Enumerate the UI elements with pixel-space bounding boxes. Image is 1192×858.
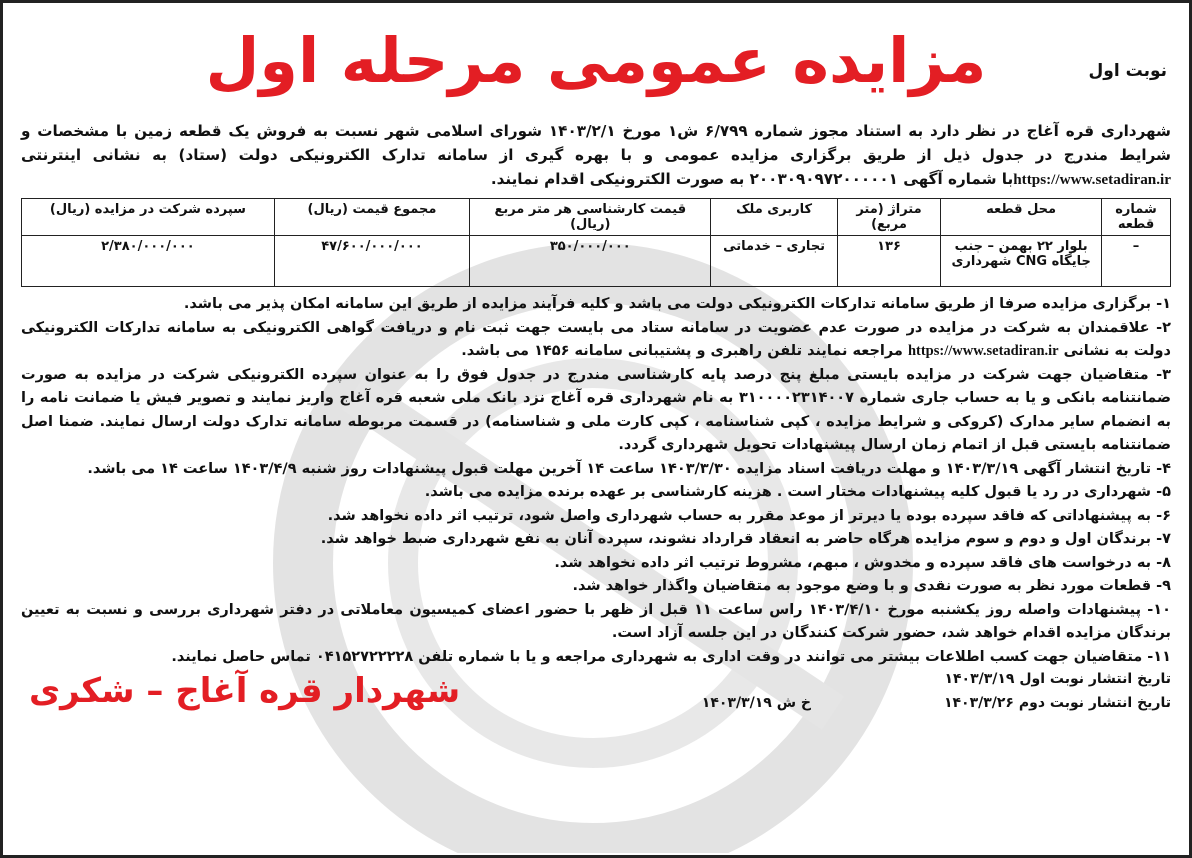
condition-2 xyxy=(21,317,1171,364)
intro-text-2: با شماره آگهی ۲۰۰۳۰۹۰۹۷۲۰۰۰۰۰۱ به صورت الکترونیکی اقدام نمایند. xyxy=(490,170,1014,188)
cell-lot-number: – xyxy=(1102,236,1171,287)
page-title: مزایده عمومی مرحله اول xyxy=(205,24,987,97)
conditions-list xyxy=(21,293,1171,669)
cell-total-price: ۴۷/۶۰۰/۰۰۰/۰۰۰ xyxy=(274,236,469,287)
cell-deposit: ۲/۳۸۰/۰۰۰/۰۰۰ xyxy=(22,236,275,287)
intro-paragraph xyxy=(21,119,1171,192)
col-location: محل قطعه xyxy=(941,199,1102,236)
condition-9: ۹- قطعات مورد نظر به صورت نقدی و با وضع موجود به متقاضیان واگذار خواهد شد. xyxy=(572,578,1171,594)
footer xyxy=(21,669,1171,749)
condition-11: ۱۱- متقاضیان جهت کسب اطلاعات بیشتر می توانند در وقت اداری به شهرداری مراجعه و یا با شماره تلفن ۰۴۱۵۲۷۲۲۲۲۸ تماس حاصل نمایند. xyxy=(171,648,1171,665)
condition-4: ۴- تاریخ انتشار آگهی ۱۴۰۳/۳/۱۹ و مهلت دریافت اسناد مزایده ۱۴۰۳/۳/۳۰ ساعت ۱۴ آخرین مهلت قبول پیشنهادات روز شنبه ۱۴۰۳/۴/۹ ساعت ۱۴ می باشد. xyxy=(87,460,1171,477)
cell-unit-price: ۳۵۰/۰۰۰/۰۰۰ xyxy=(470,236,711,287)
header xyxy=(21,9,1171,113)
condition-2-text: ۲- علاقمندان به شرکت در مزایده در صورت عدم عضویت در سامانه ستاد می بایست جهت ثبت نام و دریافت گواهی الکترونیکی به سامانه تداركات الکترونیکی دولت به نشانی xyxy=(21,319,1171,359)
mayor-signature: شهردار قره آغاج – شکری xyxy=(29,671,461,711)
table-row xyxy=(22,236,1171,287)
cell-location: بلوار ۲۲ بهمن – جنب جایگاه CNG شهرداری xyxy=(941,236,1102,287)
condition-5: ۵- شهرداری در رد یا قبول کلیه پیشنهادات مختار است . هزینه کارشناسی بر عهده برنده مزایده می باشد. xyxy=(424,484,1171,500)
col-deposit: سپرده شرکت در مزایده (ریال) xyxy=(22,199,275,236)
reference-code: خ ش ۱۴۰۳/۳/۱۹ xyxy=(701,695,811,711)
round-label: نوبت اول xyxy=(1088,61,1167,81)
col-area: متراژ (متر مربع) xyxy=(837,199,940,236)
col-unit-price: قیمت کارشناسی هر متر مربع (ریال) xyxy=(470,199,711,236)
cell-usage: تجاری – خدماتی xyxy=(711,236,837,287)
condition-3: ۳- متقاضیان جهت شرکت در مزایده بایستی مبلغ پنج درصد پایه کارشناسی مندرج در جدول فوق را به عنوان سپرده الکترونیکی شرکت در مزایده به صورت ضمانتنامه بانکی و یا به حساب جاری شماره ۳۱۰۰۰۰۲۳۱۴۰۰۷ به نام شهرداری قره آغاج نزد بانک ملی شعبه قره آغاج واریز نمایند و تصویر فیش یا ضمانت نامه را به انضمام سایر مدارک (کروکی و شرایط مزایده ، کپی شناسنامه ، کپی کارت ملی و شناسنامه) در قسمت مربوطه سامانه تدارک دولت ارسال نمایند. ضمنا اصل ضمانتنامه بایستی قبل از اتمام زمان ارسال پیشنهادات تحویل شهرداری گردد. xyxy=(21,366,1171,453)
first-publish-date: تاریخ انتشار نوبت اول ۱۴۰۳/۳/۱۹ xyxy=(944,671,1171,687)
condition-2-text-2: مراجعه نمایند تلفن راهبری و پشتیبانی سامانه ۱۴۵۶ می باشد. xyxy=(461,343,908,359)
col-total-price: مجموع قیمت (ریال) xyxy=(274,199,469,236)
lots-table xyxy=(21,198,1171,287)
condition-6: ۶- به پیشنهاداتی که فاقد سپرده بوده یا دیرتر از موعد مقرر به حساب شهرداری واصل شود، ترتیب اثر داده نخواهد شد. xyxy=(327,507,1171,524)
cell-area: ۱۳۶ xyxy=(837,236,940,287)
condition-8: ۸- به درخواست های فاقد سپرده و مخدوش ، مبهم، مشروط ترتیب اثر داده نخواهد شد. xyxy=(554,554,1171,571)
col-usage: کاربری ملک xyxy=(711,199,837,236)
table-header-row xyxy=(22,199,1171,236)
col-lot-number: شماره قطعه xyxy=(1102,199,1171,236)
condition-7: ۷- برندگان اول و دوم و سوم مزایده هرگاه حاضر به انعقاد قرارداد نشوند، سپرده آنان به نفع شهرداری ضبط خواهد شد. xyxy=(320,531,1171,547)
condition-1: ۱- برگزاری مزایده صرفا از طریق سامانه تداركات الکترونیکی دولت می باشد و کلیه فرآیند مزایده از طریق این سامانه امکان پذیر می باشد. xyxy=(183,296,1171,312)
intro-text: شهرداری قره آغاج در نظر دارد به استناد مجوز شماره ۶/۷۹۹ ش۱ مورخ ۱۴۰۳/۲/۱ شورای اسلامی شهر نسبت به فروش یک قطعه زمین با مشخصات و شرایط مندرج در جدول ذیل از طریق برگزاری مزایده عمومی و با بهره گیری از سامانه تدارک الکترونیکی دولت (ستاد) به نشانی اینترنتی xyxy=(21,122,1171,164)
condition-10: ۱۰- پیشنهادات واصله روز یکشنبه مورخ ۱۴۰۳/۴/۱۰ راس ساعت ۱۱ قبل از ظهر با حضور اعضای کمیسیون معاملاتی در دفتر شهرداری بررسی و نسبت به تعیین برندگان مزایده اقدام خواهد شد، حضور شرکت کنندگان در این جلسه آزاد است. xyxy=(21,601,1171,641)
intro-url: https://www.setadiran.ir xyxy=(1013,171,1171,188)
second-publish-date: تاریخ انتشار نوبت دوم ۱۴۰۳/۳/۲۶ xyxy=(943,695,1171,711)
condition-2-url: https://www.setadiran.ir xyxy=(907,343,1059,359)
